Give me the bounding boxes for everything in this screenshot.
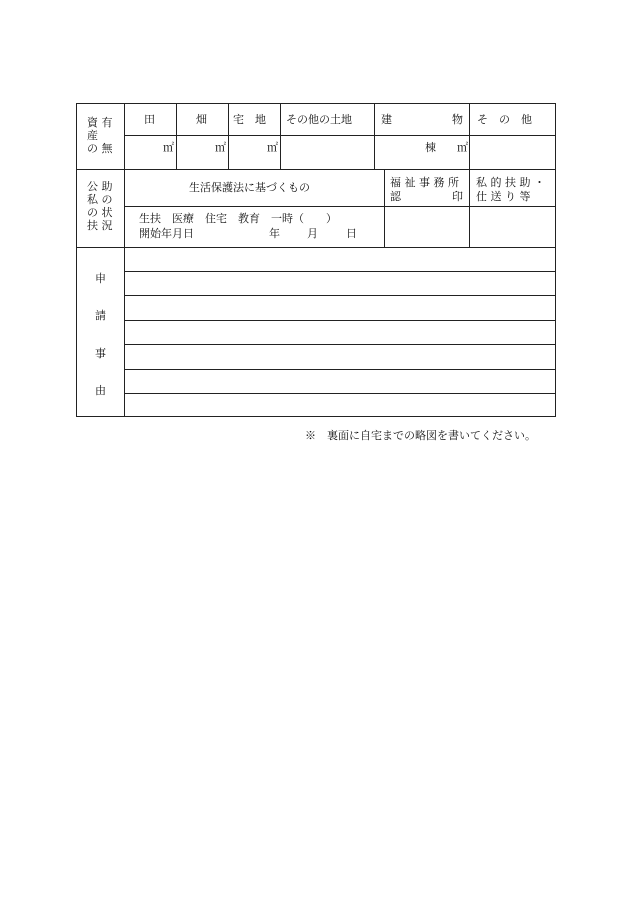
reason-char-4: 由 bbox=[95, 384, 106, 397]
assets-label-line1: 資 有 bbox=[87, 116, 113, 129]
col-divider-aid-left bbox=[384, 169, 385, 247]
header-residential: 宅 地 bbox=[233, 113, 266, 126]
assets-label-line2: 産 bbox=[87, 129, 98, 142]
reason-input-area[interactable] bbox=[125, 248, 555, 416]
aid-label-line2: 私 の bbox=[87, 193, 113, 206]
row-divider-aid-header bbox=[124, 206, 555, 207]
reason-char-2: 請 bbox=[95, 309, 106, 322]
assets-label-line3: の 無 bbox=[87, 142, 113, 155]
aid-label-line1: 公 助 bbox=[87, 180, 113, 193]
application-form-table bbox=[76, 103, 556, 417]
seikatsu-hogo-header: 生活保護法に基づくもの bbox=[189, 181, 310, 194]
col-divider-building bbox=[469, 104, 470, 169]
start-date-label: 開始年月日 bbox=[139, 227, 194, 240]
footer-note: ※ 裏面に自宅までの略図を書いてください。 bbox=[305, 429, 536, 442]
aid-label-line3: の 状 bbox=[87, 206, 113, 219]
header-other-land: その他の土地 bbox=[286, 113, 352, 126]
reason-char-3: 事 bbox=[95, 347, 106, 360]
unit-field: ㎡ bbox=[163, 141, 174, 154]
welfare-office-seal: 印 bbox=[452, 190, 463, 203]
aid-label-line4: 扶 況 bbox=[87, 219, 113, 232]
header-other: そ の 他 bbox=[477, 113, 532, 126]
start-date-year: 年 bbox=[269, 227, 280, 240]
col-divider-aid-right bbox=[469, 169, 470, 247]
col-divider-field bbox=[176, 104, 177, 169]
start-date-month: 月 bbox=[307, 227, 318, 240]
row-divider-assets-header bbox=[124, 135, 555, 136]
header-building-left: 建 bbox=[381, 113, 392, 126]
col-divider-residential bbox=[280, 104, 281, 169]
row-divider-assets-end bbox=[77, 169, 555, 170]
start-date-day: 日 bbox=[346, 227, 357, 240]
col-divider-other-land bbox=[374, 104, 375, 169]
header-upland: 畑 bbox=[196, 113, 207, 126]
aid-types: 生扶 医療 住宅 教育 一時（ ） bbox=[139, 212, 337, 225]
unit-upland: ㎡ bbox=[215, 141, 226, 154]
private-aid-label-line1: 私 的 扶 助 ・ bbox=[476, 176, 545, 189]
header-field: 田 bbox=[144, 113, 155, 126]
welfare-office-confirm: 認 bbox=[390, 190, 401, 203]
welfare-office-label: 福 祉 事 務 所 bbox=[390, 176, 459, 189]
unit-building-area: ㎡ bbox=[457, 141, 468, 154]
unit-residential: ㎡ bbox=[267, 141, 278, 154]
header-building-right: 物 bbox=[452, 113, 463, 126]
private-aid-label-line2: 仕 送 り 等 bbox=[476, 190, 531, 203]
unit-building-count: 棟 bbox=[425, 141, 436, 154]
col-divider-upland bbox=[228, 104, 229, 169]
reason-char-1: 申 bbox=[95, 272, 106, 285]
